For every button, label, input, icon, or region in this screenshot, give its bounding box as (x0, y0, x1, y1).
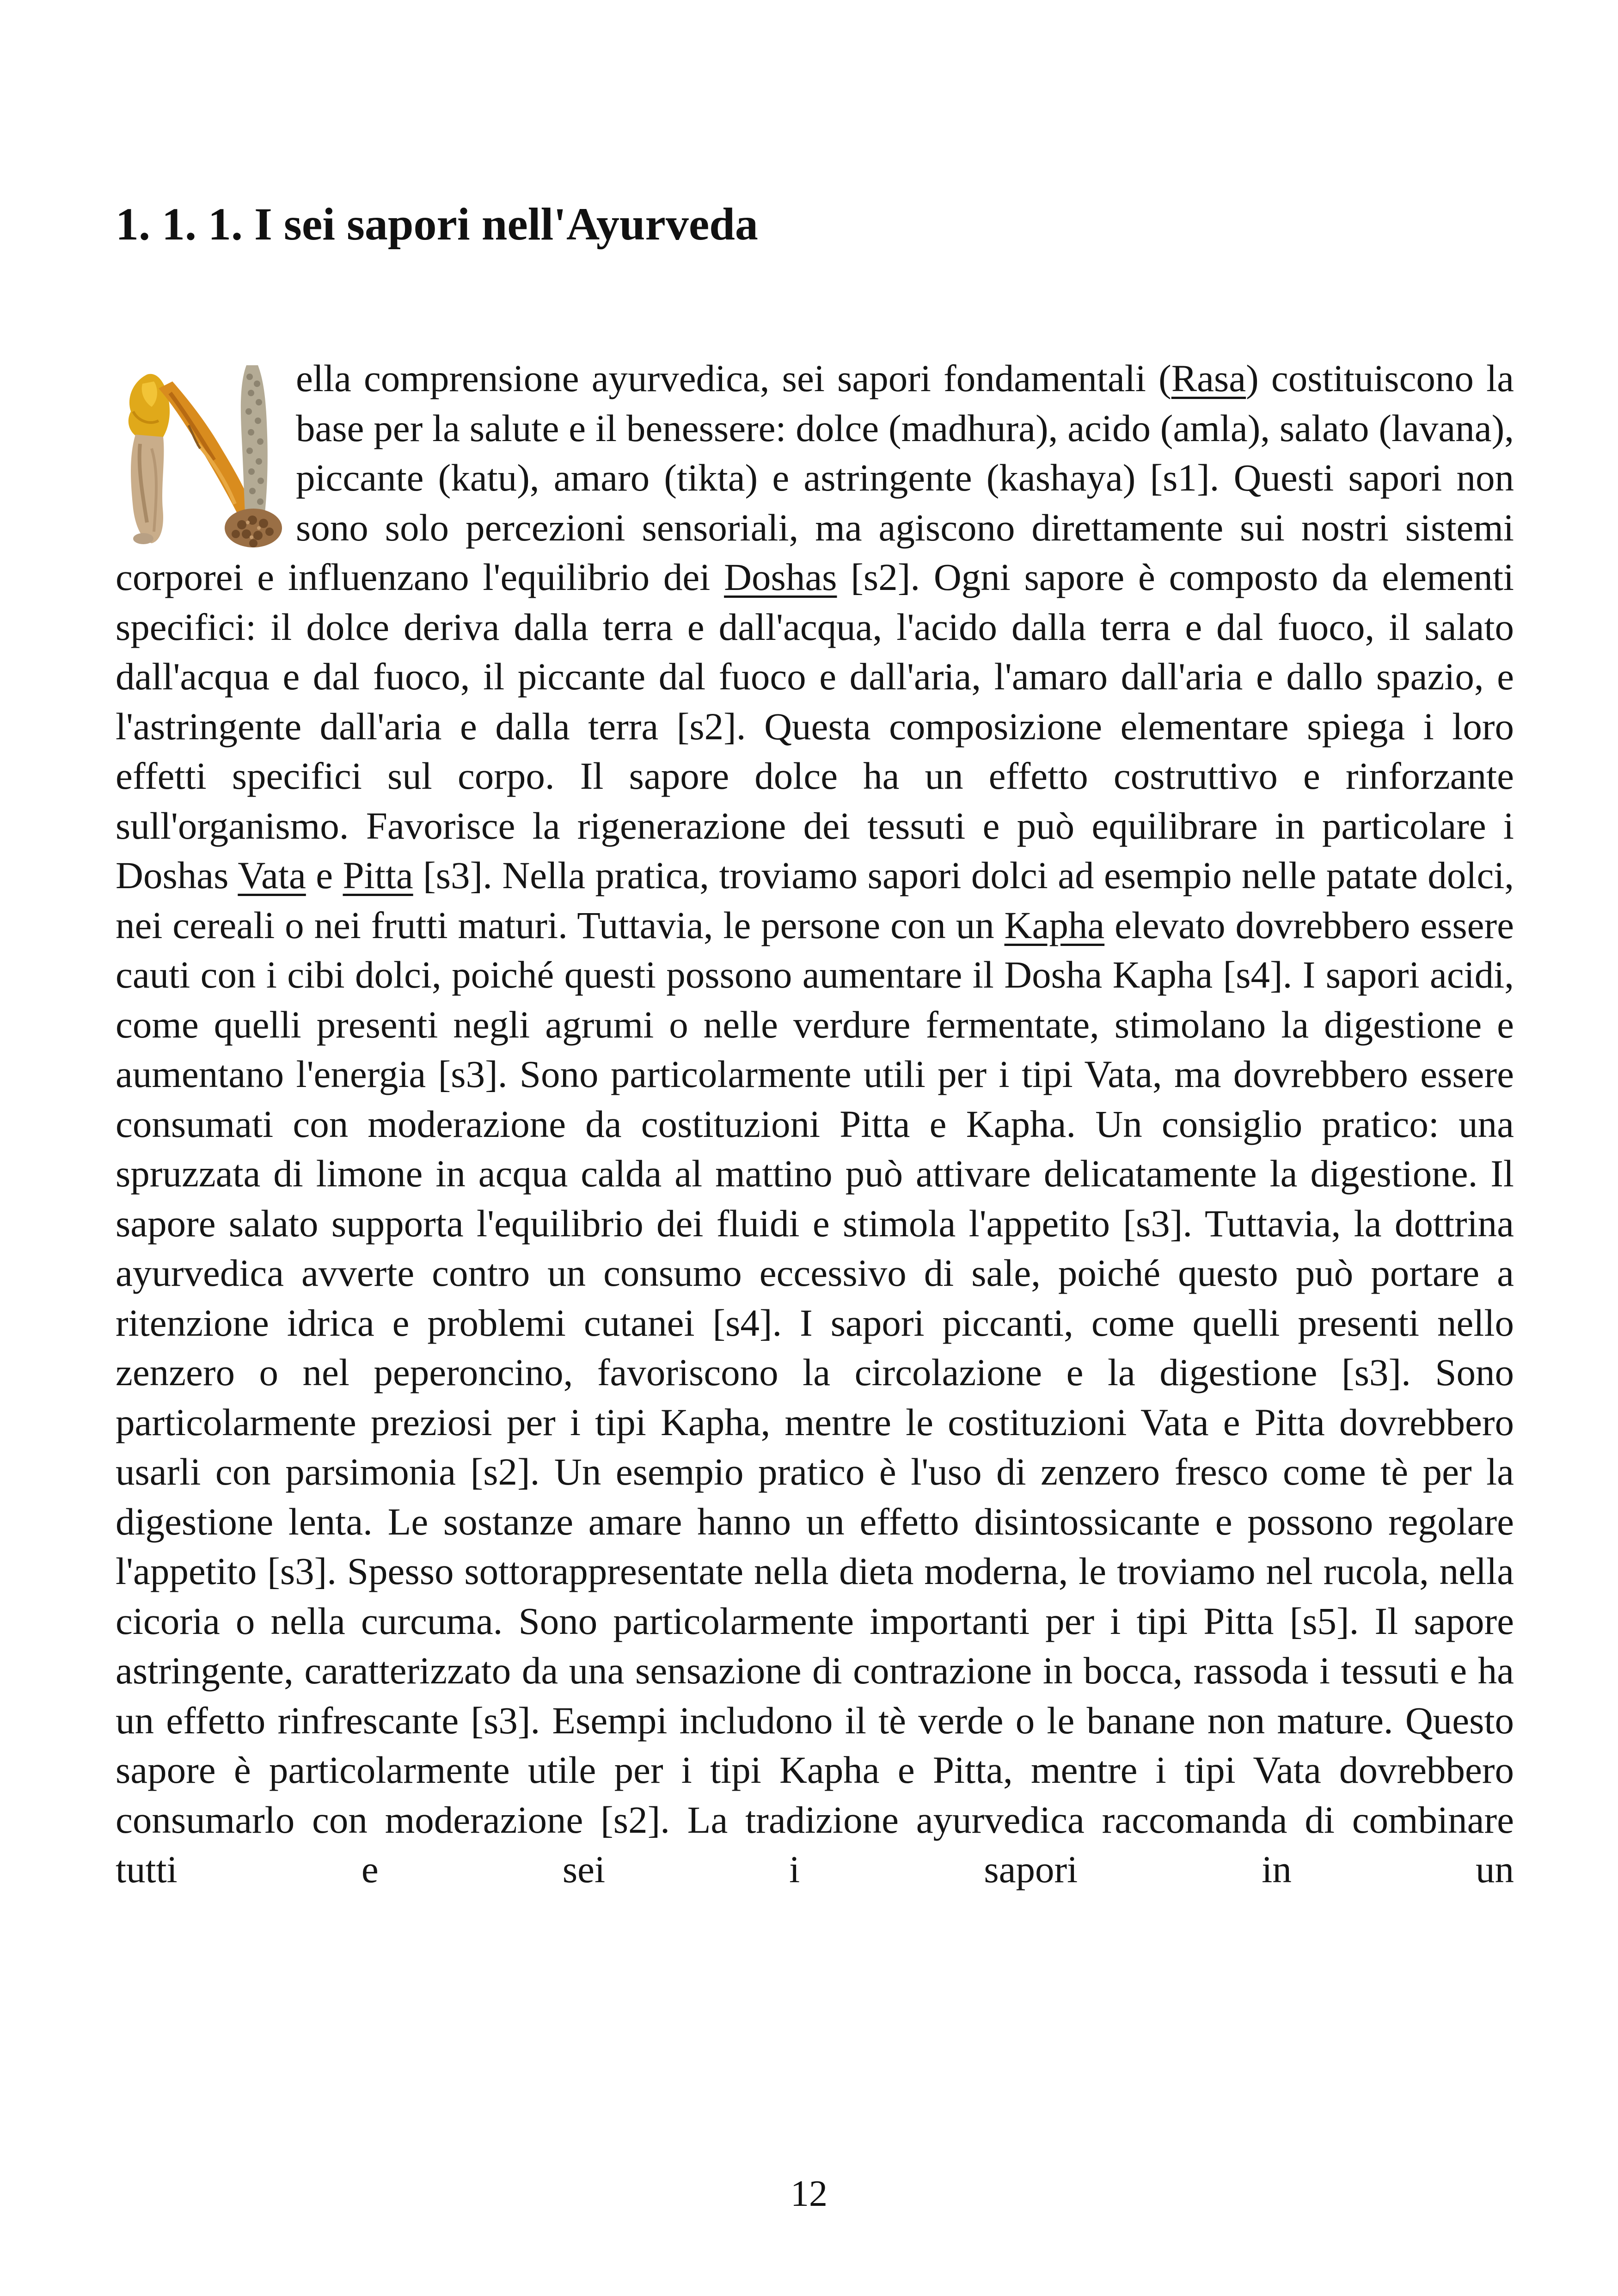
paragraph-text-5: [s3]. Nella pratica, troviamo sapori dolci ad esempio nelle patate dolci, nei cereali o nei frutti maturi. Tuttavia, le persone con un (116, 854, 1514, 946)
paragraph-text-1: ella comprensione ayurvedica, sei sapori fondamentali ( (296, 357, 1171, 399)
section-heading: 1. 1. 1. I sei sapori nell'Ayurveda (116, 198, 758, 250)
paragraph-text-2: ) costituiscono la base per la salute e il benessere: dolce (madhura), acido (amla), salato (lavana), piccante (katu), amaro (tikta) e astringente (kashaya) [s1]. Questi sapori non sono solo percezioni sensoriali, ma agiscono direttamente sui nostri sistemi corporei e influenzano l'equilibrio dei (116, 357, 1514, 598)
paragraph-text-4: e (306, 854, 343, 896)
link-vata[interactable]: Vata (238, 854, 306, 896)
body-paragraph (116, 354, 1514, 1895)
link-rasa[interactable]: Rasa (1171, 357, 1246, 399)
link-pitta[interactable]: Pitta (343, 854, 413, 896)
dropcap-spice-letter-n (115, 356, 286, 550)
link-kapha[interactable]: Kapha (1004, 903, 1105, 946)
paragraph-text-6: elevato dovrebbero essere cauti con i cibi dolci, poiché questi possono aumentare il Dosha Kapha [s4]. I sapori acidi, come quelli presenti negli agrumi o nelle verdure fermentate, stimolano la digestione e aumentano l'energia [s3]. Sono particolarmente utili per i tipi Vata, ma dovrebbero essere consumati con moderazione da costituzioni Pitta e Kapha. Un consiglio pratico: una spruzzata di limone in acqua calda al mattino può attivare delicatamente la digestione. Il sapore salato supporta l'equilibrio dei fluidi e stimola l'appetito [s3]. Tuttavia, la dottrina ayurvedica avverte contro un consumo eccessivo di sale, poiché questo può portare a ritenzione idrica e problemi cutanei [s4]. I sapori piccanti, come quelli presenti nello zenzero o nel peperoncino, favoriscono la circolazione e la digestione [s3]. Sono particolarmente preziosi per i tipi Kapha, mentre le costituzioni Vata e Pitta dovrebbero usarli con parsimonia [s2]. Un esempio pratico è l'uso di zenzero fresco come tè per la digestione lenta. Le sostanze amare hanno un effetto disintossicante e possono regolare l'appetito [s3]. Spesso sottorappresentate nella dieta moderna, le troviamo nel rucola, nella cicoria o nella curcuma. Sono particolarmente importanti per i tipi Pitta [s5]. Il sapore astringente, caratterizzato da una sensazione di contrazione in bocca, rassoda i tessuti e ha un effetto rinfrescante [s3]. Esempi includono il tè verde o le banane non mature. Questo sapore è particolarmente utile per i tipi Kapha e Pitta, mentre i tipi Vata dovrebbero consumarlo con moderazione [s2]. La tradizione ayurvedica raccomanda di combinare tutti e sei i sapori in un (116, 903, 1514, 1891)
paragraph-text-3: [s2]. Ogni sapore è composto da elementi specifici: il dolce deriva dalla terra e dall'acqua, l'acido dalla terra e dal fuoco, il salato dall'acqua e dal fuoco, il piccante dal fuoco e dall'aria, l'amaro dall'aria e dallo spazio, e l'astringente dall'aria e dalla terra [s2]. Questa composizione elementare spiega i loro effetti specifici sul corpo. Il sapore dolce ha un effetto costruttivo e rinforzante sull'organismo. Favorisce la rigenerazione dei tessuti e può equilibrare in particolare i Doshas (116, 556, 1514, 896)
link-doshas[interactable]: Doshas (724, 556, 837, 598)
page-number: 12 (791, 2173, 827, 2214)
